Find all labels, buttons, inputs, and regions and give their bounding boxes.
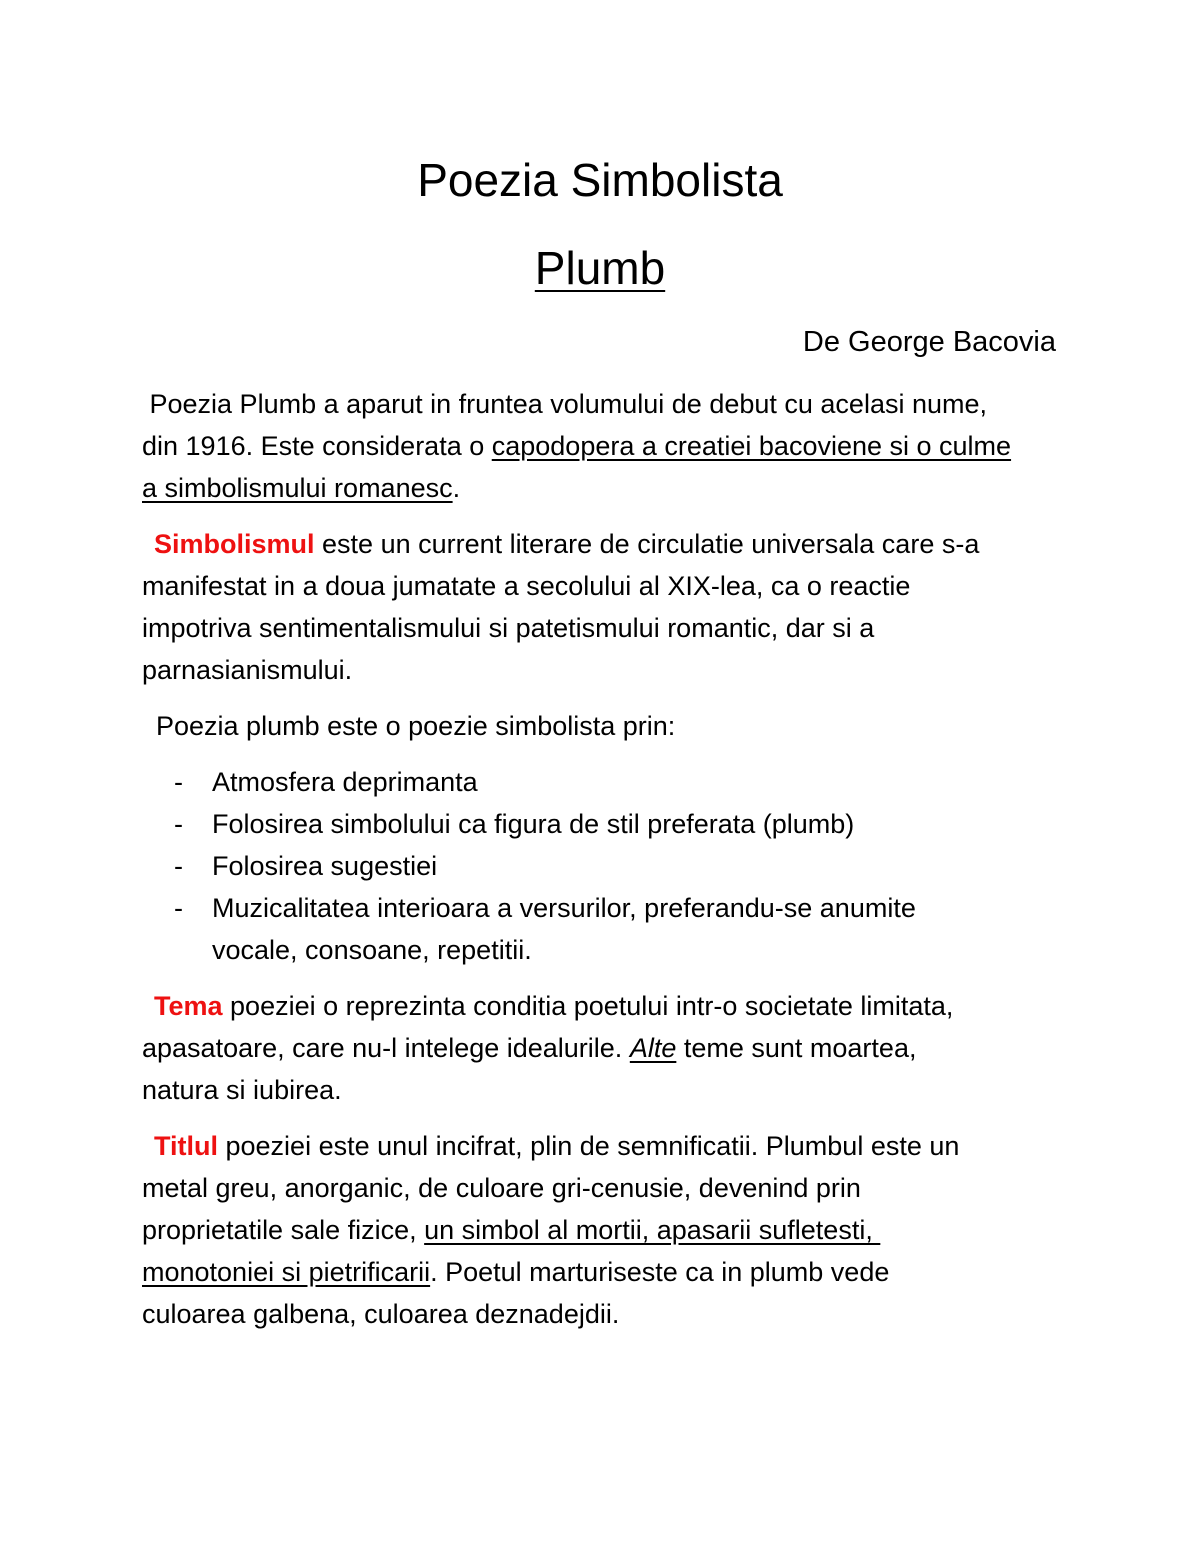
titlul-line-3-text: proprietatile sale fizice, [142, 1215, 425, 1245]
list-intro [142, 705, 1072, 747]
document-body [142, 383, 1072, 1349]
author-line: De George Bacovia [802, 326, 1056, 358]
titlul-line-3 [142, 1209, 1072, 1251]
list-item [142, 761, 1072, 803]
tema-line-2 [142, 1027, 1072, 1069]
simbolism-keyword: Simbolismul [154, 529, 315, 559]
simbolism-line-4: parnasianismului. [142, 655, 353, 685]
simbolism-line-3: impotriva sentimentalismului si patetismului romantic, dar si a [142, 613, 875, 643]
titlul-line-4-end: . Poetul marturiseste ca in plumb vede [430, 1257, 890, 1287]
list-item-text: Folosirea simbolului ca figura de stil preferata (plumb) [212, 809, 855, 839]
list-item-text: Atmosfera deprimanta [212, 767, 478, 797]
poem-title-text: Plumb [534, 242, 666, 294]
simbolism-line-1-text: este un current literare de circulatie universala care s-a [314, 529, 980, 559]
list-item [142, 887, 1072, 971]
titlul-line-5: culoarea galbena, culoarea deznadejdii. [142, 1299, 620, 1329]
tema-line-1-text: poeziei o reprezinta conditia poetului intr-o societate limitata, [222, 991, 954, 1021]
features-list [142, 761, 1072, 971]
tema-line-2-end: teme sunt moartea, [676, 1033, 917, 1063]
simbolism-line-2: manifestat in a doua jumatate a secolului al XIX-lea, ca o reactie [142, 571, 911, 601]
titlul-line-1 [142, 1125, 1072, 1167]
simbolism-paragraph [142, 523, 1072, 565]
poem-title [0, 238, 1200, 298]
intro-line-2-text: din 1916. Este considerata o [142, 431, 492, 461]
titlul-line-2: metal greu, anorganic, de culoare gri-cenusie, devenind prin [142, 1173, 861, 1203]
tema-line-2-text: apasatoare, care nu-l intelege idealurile. [142, 1033, 630, 1063]
simbolism-line-1 [154, 523, 1072, 565]
tema-line-3: natura si iubirea. [142, 1075, 342, 1105]
list-item [142, 803, 1072, 845]
titlul-paragraph [142, 1125, 1072, 1335]
intro-line-2 [142, 425, 1072, 467]
tema-line-1 [142, 985, 1072, 1027]
list-item-text: Folosirea sugestiei [212, 851, 438, 881]
list-item [142, 845, 1072, 887]
intro-underlined-phrase-cont: a simbolismului romanesc [142, 473, 453, 503]
titlul-keyword: Titlul [154, 1131, 218, 1161]
titlul-underlined-phrase-cont: monotoniei si pietrificarii [142, 1257, 431, 1287]
dash-bullet: - [174, 851, 183, 881]
intro-line-3 [142, 467, 1072, 509]
intro-underlined-phrase: capodopera a creatiei bacoviene si o culme [491, 431, 1012, 461]
dash-bullet: - [174, 809, 183, 839]
titlul-line-4 [142, 1251, 1072, 1293]
document-title: Poezia Simbolista [417, 154, 783, 206]
titlul-underlined-phrase: un simbol al mortii, apasarii sufletesti, [424, 1215, 881, 1245]
tema-underlined-word: Alte [629, 1033, 677, 1063]
intro-paragraph [142, 383, 1072, 509]
titlul-line-1-text: poeziei este unul incifrat, plin de semnificatii. Plumbul este un [218, 1131, 960, 1161]
tema-paragraph [142, 985, 1072, 1111]
intro-line-1: Poezia Plumb a aparut in fruntea volumului de debut cu acelasi nume, [142, 389, 988, 419]
dash-bullet: - [174, 767, 183, 797]
simbolism-paragraph-cont [142, 565, 1072, 691]
tema-keyword: Tema [154, 991, 223, 1021]
intro-line-3-end: . [452, 473, 461, 503]
list-item-text-cont: vocale, consoane, repetitii. [212, 935, 532, 965]
dash-bullet: - [174, 893, 183, 923]
list-item-text: Muzicalitatea interioara a versurilor, preferandu-se anumite [212, 893, 916, 923]
list-intro-text: Poezia plumb este o poezie simbolista prin: [156, 711, 676, 741]
